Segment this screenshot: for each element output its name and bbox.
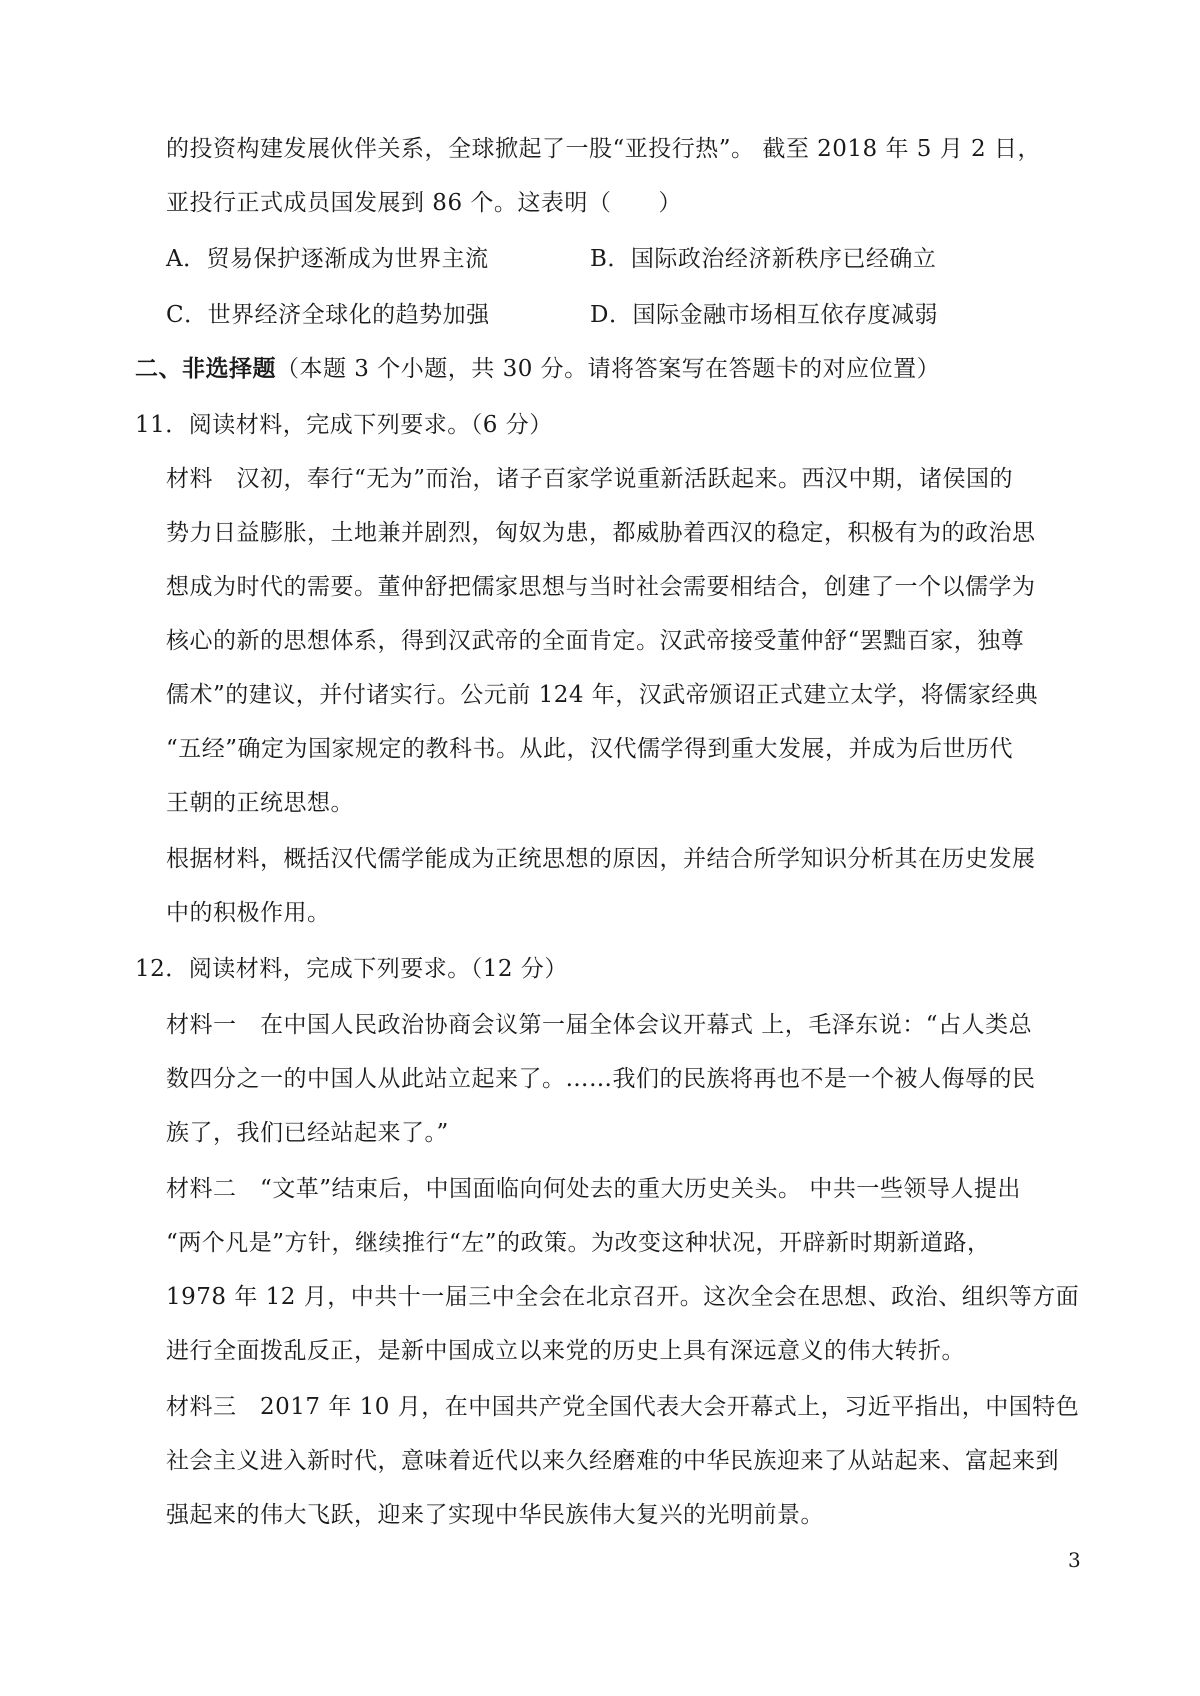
q12-material2-line-2: “两个凡是”方针，继续推行“左”的政策。为改变这种状况，开辟新时期新道路，: [166, 1230, 991, 1256]
section-heading: [135, 354, 940, 384]
q11-material-line-2: 势力日益膨胀，土地兼并剧烈，匈奴为患，都威胁着西汉的稳定，积极有为的政治思: [166, 520, 1036, 546]
q11-material-line-6: “五经”确定为国家规定的教科书。从此，汉代儒学得到重大发展，并成为后世历代: [166, 736, 1014, 762]
q12-material3-line-2: 社会主义进入新时代，意味着近代以来久经磨难的中华民族迎来了从站起来、富起来到: [166, 1448, 1059, 1474]
q11-material-line-1: 材料 汉初，奉行“无为”而治，诸子百家学说重新活跃起来。西汉中期，诸侯国的: [166, 466, 1014, 492]
q11-material-line-7: 王朝的正统思想。: [166, 790, 354, 816]
q10-line-1: 的投资构建发展伙伴关系，全球掀起了一股“亚投行热”。 截至 2018 年 5 月 2 日，: [166, 136, 1041, 162]
q11-question-line-1: 根据材料，概括汉代儒学能成为正统思想的原因，并结合所学知识分析其在历史发展: [166, 846, 1036, 872]
q11-material-line-4: 核心的新的思想体系，得到汉武帝的全面肯定。汉武帝接受董仲舒“罢黜百家，独尊: [166, 628, 1025, 654]
q11-material-line-5: 儒术”的建议，并付诸实行。公元前 124 年，汉武帝颁诏正式建立太学，将儒家经典: [166, 682, 1039, 708]
q12-material1-line-2: 数四分之一的中国人从此站立起来了。……我们的民族将再也不是一个被人侮辱的民: [166, 1066, 1036, 1092]
section-note: （本题 3 个小题，共 30 分。请将答案写在答题卡的对应位置）: [276, 356, 941, 382]
q12-material2-line-1: 材料二 “文革”结束后，中国面临向何处去的重大历史关头。 中共一些领导人提出: [166, 1176, 1021, 1202]
q10-option-a: A．贸易保护逐渐成为世界主流: [166, 246, 489, 272]
q11-question-line-2: 中的积极作用。: [166, 900, 331, 926]
q12-material3-line-3: 强起来的伟大飞跃，迎来了实现中华民族伟大复兴的光明前景。: [166, 1502, 824, 1528]
q12-title: 12．阅读材料，完成下列要求。（12 分）: [135, 956, 568, 982]
q10-option-c: C．世界经济全球化的趋势加强: [166, 302, 490, 328]
q10-option-b: B．国际政治经济新秩序已经确立: [590, 246, 937, 272]
q11-material-line-3: 想成为时代的需要。董仲舒把儒家思想与当时社会需要相结合，创建了一个以儒学为: [166, 574, 1036, 600]
q11-title: 11．阅读材料，完成下列要求。（6 分）: [135, 412, 553, 438]
section-title: 二、非选择题: [135, 355, 276, 382]
q12-material2-line-3: 1978 年 12 月，中共十一届三中全会在北京召开。这次全会在思想、政治、组织等方面: [166, 1284, 1080, 1310]
q12-material3-line-1: 材料三 2017 年 10 月，在中国共产党全国代表大会开幕式上，习近平指出，中国特色: [166, 1394, 1080, 1420]
q12-material1-line-1: 材料一 在中国人民政治协商会议第一届全体会议开幕式 上，毛泽东说：“占人类总: [166, 1012, 1033, 1038]
page-number: 3: [1068, 1548, 1081, 1572]
q10-option-d: D．国际金融市场相互依存度减弱: [590, 302, 938, 328]
q12-material2-line-4: 进行全面拨乱反正，是新中国成立以来党的历史上具有深远意义的伟大转折。: [166, 1338, 965, 1364]
q10-line-2: 亚投行正式成员国发展到 86 个。这表明（ ）: [166, 190, 682, 216]
q12-material1-line-3: 族了，我们已经站起来了。”: [166, 1120, 449, 1146]
